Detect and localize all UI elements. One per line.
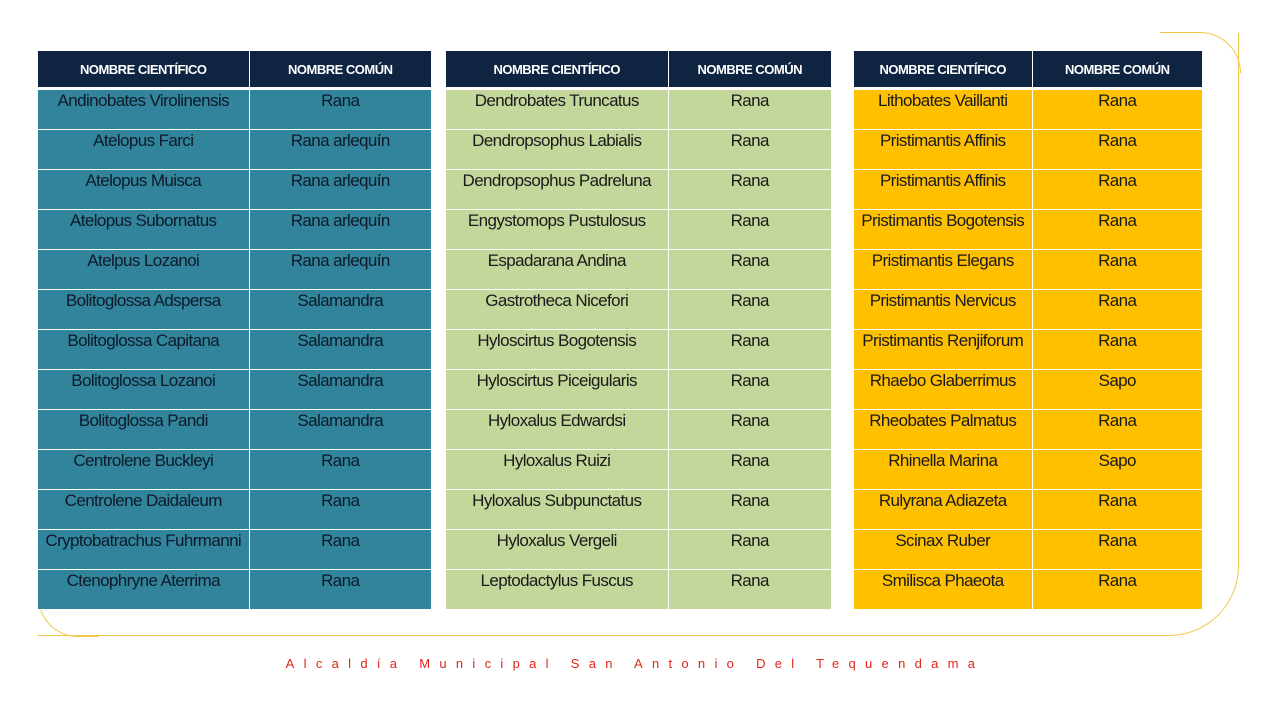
table-row — [854, 370, 1202, 410]
header-scientific-name: NOMBRE CIENTÍFICO — [446, 51, 668, 89]
scientific-name-cell: Hyloscirtus Piceigularis — [446, 370, 668, 410]
table-row — [38, 210, 431, 250]
common-name-cell: Rana — [249, 570, 431, 610]
table-row — [854, 89, 1202, 130]
scientific-name-cell: Bolitoglossa Pandi — [38, 410, 249, 450]
scientific-name-cell: Espadarana Andina — [446, 250, 668, 290]
common-name-cell: Rana — [668, 450, 831, 490]
table-row — [446, 210, 831, 250]
header-common-name: NOMBRE COMÚN — [249, 51, 431, 89]
table-row — [38, 530, 431, 570]
scientific-name-cell: Hyloxalus Subpunctatus — [446, 490, 668, 530]
table-row — [446, 570, 831, 610]
species-table-2 — [446, 51, 831, 610]
scientific-name-cell: Bolitoglossa Lozanoi — [38, 370, 249, 410]
scientific-name-cell: Rheobates Palmatus — [854, 410, 1032, 450]
common-name-cell: Rana — [668, 290, 831, 330]
scientific-name-cell: Scinax Ruber — [854, 530, 1032, 570]
common-name-cell: Rana arlequín — [249, 130, 431, 170]
scientific-name-cell: Gastrotheca Nicefori — [446, 290, 668, 330]
common-name-cell: Sapo — [1032, 450, 1202, 490]
common-name-cell: Rana — [668, 250, 831, 290]
scientific-name-cell: Pristimantis Elegans — [854, 250, 1032, 290]
common-name-cell: Rana — [668, 210, 831, 250]
table-row — [854, 570, 1202, 610]
table-row — [854, 130, 1202, 170]
scientific-name-cell: Dendropsophus Padreluna — [446, 170, 668, 210]
common-name-cell: Rana — [249, 89, 431, 130]
common-name-cell: Rana — [1032, 290, 1202, 330]
scientific-name-cell: Pristimantis Bogotensis — [854, 210, 1032, 250]
table-row — [854, 170, 1202, 210]
common-name-cell: Rana — [1032, 130, 1202, 170]
table-row — [446, 410, 831, 450]
scientific-name-cell: Pristimantis Affinis — [854, 170, 1032, 210]
table-row — [38, 170, 431, 210]
table-row — [446, 290, 831, 330]
species-table-3 — [854, 51, 1202, 610]
common-name-cell: Rana — [668, 330, 831, 370]
scientific-name-cell: Lithobates Vaillanti — [854, 89, 1032, 130]
scientific-name-cell: Atelopus Subornatus — [38, 210, 249, 250]
header-common-name: NOMBRE COMÚN — [668, 51, 831, 89]
common-name-cell: Rana — [668, 570, 831, 610]
header-common-name: NOMBRE COMÚN — [1032, 51, 1202, 89]
table-row — [38, 450, 431, 490]
table-row — [446, 530, 831, 570]
common-name-cell: Salamandra — [249, 330, 431, 370]
common-name-cell: Salamandra — [249, 290, 431, 330]
table-row — [38, 370, 431, 410]
table-row — [38, 130, 431, 170]
scientific-name-cell: Atelpus Lozanoi — [38, 250, 249, 290]
scientific-name-cell: Dendropsophus Labialis — [446, 130, 668, 170]
scientific-name-cell: Rhaebo Glaberrimus — [854, 370, 1032, 410]
common-name-cell: Rana — [668, 490, 831, 530]
table-row — [446, 490, 831, 530]
scientific-name-cell: Cryptobatrachus Fuhrmanni — [38, 530, 249, 570]
table-row — [446, 370, 831, 410]
scientific-name-cell: Pristimantis Nervicus — [854, 290, 1032, 330]
table-row — [854, 410, 1202, 450]
scientific-name-cell: Atelopus Muisca — [38, 170, 249, 210]
table-row — [446, 450, 831, 490]
table-row — [38, 290, 431, 330]
common-name-cell: Rana — [668, 89, 831, 130]
common-name-cell: Rana — [1032, 250, 1202, 290]
common-name-cell: Rana arlequín — [249, 210, 431, 250]
species-table-1 — [38, 51, 431, 610]
common-name-cell: Rana — [668, 530, 831, 570]
common-name-cell: Rana — [668, 170, 831, 210]
table-row — [854, 490, 1202, 530]
table-row — [38, 570, 431, 610]
table-row — [446, 130, 831, 170]
scientific-name-cell: Centrolene Daidaleum — [38, 490, 249, 530]
scientific-name-cell: Andinobates Virolinensis — [38, 89, 249, 130]
table-row — [38, 410, 431, 450]
table-row — [854, 530, 1202, 570]
footer-text: Alcaldía Municipal San Antonio Del Tequendama — [285, 656, 985, 671]
table-row — [38, 89, 431, 130]
scientific-name-cell: Hyloscirtus Bogotensis — [446, 330, 668, 370]
table-row — [38, 490, 431, 530]
scientific-name-cell: Pristimantis Renjiforum — [854, 330, 1032, 370]
table-row — [446, 89, 831, 130]
table-row — [446, 330, 831, 370]
scientific-name-cell: Bolitoglossa Adspersa — [38, 290, 249, 330]
table-row — [854, 450, 1202, 490]
common-name-cell: Rana — [1032, 530, 1202, 570]
common-name-cell: Rana — [249, 530, 431, 570]
header-scientific-name: NOMBRE CIENTÍFICO — [38, 51, 249, 89]
common-name-cell: Rana arlequín — [249, 170, 431, 210]
scientific-name-cell: Smilisca Phaeota — [854, 570, 1032, 610]
table-row — [446, 170, 831, 210]
table-row — [854, 290, 1202, 330]
common-name-cell: Rana — [1032, 89, 1202, 130]
common-name-cell: Rana — [1032, 170, 1202, 210]
common-name-cell: Rana — [1032, 410, 1202, 450]
common-name-cell: Salamandra — [249, 370, 431, 410]
table-row — [854, 210, 1202, 250]
header-scientific-name: NOMBRE CIENTÍFICO — [854, 51, 1032, 89]
common-name-cell: Rana arlequín — [249, 250, 431, 290]
scientific-name-cell: Hyloxalus Ruizi — [446, 450, 668, 490]
scientific-name-cell: Dendrobates Truncatus — [446, 89, 668, 130]
common-name-cell: Salamandra — [249, 410, 431, 450]
scientific-name-cell: Pristimantis Affinis — [854, 130, 1032, 170]
scientific-name-cell: Rhinella Marina — [854, 450, 1032, 490]
common-name-cell: Rana — [1032, 490, 1202, 530]
common-name-cell: Rana — [668, 130, 831, 170]
scientific-name-cell: Leptodactylus Fuscus — [446, 570, 668, 610]
scientific-name-cell: Atelopus Farci — [38, 130, 249, 170]
common-name-cell: Rana — [1032, 210, 1202, 250]
table-row — [38, 250, 431, 290]
scientific-name-cell: Centrolene Buckleyi — [38, 450, 249, 490]
scientific-name-cell: Engystomops Pustulosus — [446, 210, 668, 250]
scientific-name-cell: Bolitoglossa Capitana — [38, 330, 249, 370]
common-name-cell: Rana — [1032, 330, 1202, 370]
common-name-cell: Rana — [249, 450, 431, 490]
common-name-cell: Sapo — [1032, 370, 1202, 410]
table-row — [854, 250, 1202, 290]
table-row — [38, 330, 431, 370]
common-name-cell: Rana — [668, 370, 831, 410]
table-row — [854, 330, 1202, 370]
common-name-cell: Rana — [249, 490, 431, 530]
common-name-cell: Rana — [1032, 570, 1202, 610]
scientific-name-cell: Rulyrana Adiazeta — [854, 490, 1032, 530]
table-row — [446, 250, 831, 290]
scientific-name-cell: Hyloxalus Edwardsi — [446, 410, 668, 450]
common-name-cell: Rana — [668, 410, 831, 450]
scientific-name-cell: Hyloxalus Vergeli — [446, 530, 668, 570]
scientific-name-cell: Ctenophryne Aterrima — [38, 570, 249, 610]
